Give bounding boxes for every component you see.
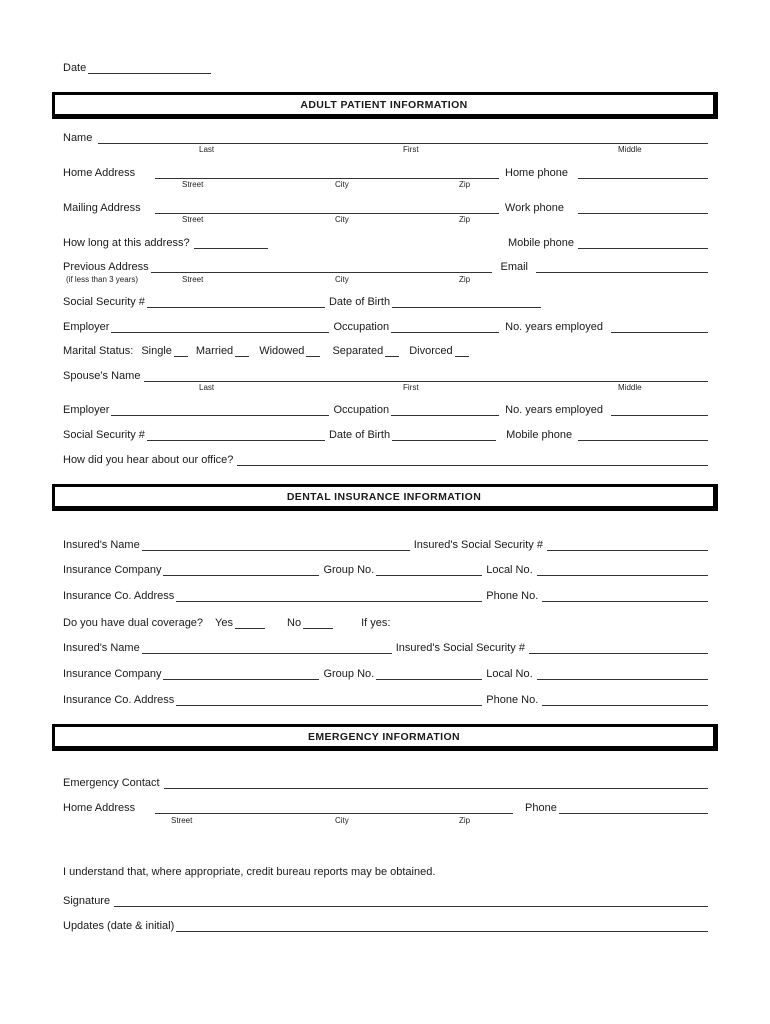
name-field[interactable] <box>98 133 708 144</box>
emergency-zip-caption: Zip <box>459 816 471 825</box>
dual-coverage-label: Do you have dual coverage? <box>63 617 204 629</box>
secondary-insured-ssn-label: Insured's Social Security # <box>395 642 525 654</box>
years-employed-field[interactable] <box>611 322 708 333</box>
dob-field[interactable] <box>392 297 541 308</box>
employer-row <box>63 317 710 333</box>
insurance-address-label: Insurance Co. Address <box>63 590 175 602</box>
email-field[interactable] <box>536 262 708 273</box>
insurance-address-row <box>63 586 710 602</box>
emergency-address-label: Home Address <box>63 802 136 814</box>
spouse-years-employed-label: No. years employed <box>505 404 603 416</box>
name-middle-caption: Middle <box>618 145 642 154</box>
mailing-address-row <box>63 198 710 214</box>
insurance-phone-field[interactable] <box>542 591 708 602</box>
signature-field[interactable] <box>114 896 708 907</box>
date-row <box>63 58 213 74</box>
home-address-field[interactable] <box>155 168 499 179</box>
secondary-insurance-phone-field[interactable] <box>542 695 708 706</box>
local-no-field[interactable] <box>537 565 708 576</box>
spouse-employer-row <box>63 400 710 416</box>
secondary-insured-name-row <box>63 638 710 654</box>
mailing-city-caption: City <box>335 215 349 224</box>
how-long-label: How long at this address? <box>63 237 190 249</box>
spouse-mobile-phone-label: Mobile phone <box>506 429 573 441</box>
emergency-address-row <box>63 798 710 814</box>
dual-yes-label: Yes <box>215 617 233 629</box>
ssn-label: Social Security # <box>63 296 145 308</box>
mailing-address-field[interactable] <box>155 203 499 214</box>
insured-name-field[interactable] <box>142 540 410 551</box>
emergency-section-title: EMERGENCY INFORMATION <box>307 730 461 743</box>
how-hear-row <box>63 450 710 466</box>
how-hear-label: How did you hear about our office? <box>63 454 234 466</box>
secondary-insurance-address-field[interactable] <box>176 695 482 706</box>
how-long-row <box>63 233 710 249</box>
adult-section-title: ADULT PATIENT INFORMATION <box>300 98 468 111</box>
secondary-insured-name-field[interactable] <box>142 643 392 654</box>
emergency-section-banner <box>52 724 718 751</box>
work-phone-field[interactable] <box>578 203 708 214</box>
single-option-label: Single <box>141 345 172 357</box>
spouse-first-caption: First <box>403 383 419 392</box>
group-no-label: Group No. <box>323 564 375 576</box>
separated-option-label: Separated <box>332 345 384 357</box>
name-row <box>63 128 710 144</box>
secondary-group-no-field[interactable] <box>376 669 482 680</box>
emergency-phone-field[interactable] <box>559 803 708 814</box>
home-phone-field[interactable] <box>578 168 708 179</box>
emergency-street-caption: Street <box>171 816 193 825</box>
occupation-field[interactable] <box>391 322 499 333</box>
spouse-name-field[interactable] <box>144 371 708 382</box>
adult-section-banner <box>52 92 718 119</box>
local-no-label: Local No. <box>486 564 533 576</box>
married-option-label: Married <box>195 345 234 357</box>
emergency-contact-field[interactable] <box>164 778 708 789</box>
credit-statement: I understand that, where appropriate, credit bureau reports may be obtained. <box>63 866 436 878</box>
spouse-employer-field[interactable] <box>111 405 329 416</box>
spouse-employer-label: Employer <box>63 404 110 416</box>
email-label: Email <box>500 261 528 273</box>
secondary-insured-name-label: Insured's Name <box>63 642 140 654</box>
insured-name-row <box>63 535 710 551</box>
dental-section-title: DENTAL INSURANCE INFORMATION <box>286 490 482 503</box>
dual-coverage-row <box>63 613 390 629</box>
spouse-name-row <box>63 366 710 382</box>
spouse-occupation-field[interactable] <box>391 405 499 416</box>
previous-if-less-caption: (if less than 3 years) <box>66 275 139 284</box>
updates-field[interactable] <box>176 921 708 932</box>
mobile-phone-field[interactable] <box>578 238 708 249</box>
home-zip-caption: Zip <box>459 180 471 189</box>
years-employed-label: No. years employed <box>505 321 603 333</box>
how-long-field[interactable] <box>194 238 268 249</box>
employer-field[interactable] <box>111 322 329 333</box>
home-phone-label: Home phone <box>505 167 568 179</box>
emergency-contact-label: Emergency Contact <box>63 777 160 789</box>
insurance-company-label: Insurance Company <box>63 564 162 576</box>
occupation-label: Occupation <box>333 321 390 333</box>
spouse-last-caption: Last <box>199 383 215 392</box>
emergency-address-field[interactable] <box>155 803 513 814</box>
secondary-insurance-address-row <box>63 690 710 706</box>
signature-label: Signature <box>63 895 111 907</box>
home-address-row <box>63 163 710 179</box>
mobile-phone-label: Mobile phone <box>507 237 574 249</box>
work-phone-label: Work phone <box>504 202 564 214</box>
home-address-label: Home Address <box>63 167 136 179</box>
name-label: Name <box>63 132 93 144</box>
secondary-local-no-field[interactable] <box>537 669 708 680</box>
single-option-field[interactable] <box>174 346 188 357</box>
spouse-years-employed-field[interactable] <box>611 405 708 416</box>
widowed-option-field[interactable] <box>306 346 320 357</box>
emergency-contact-row <box>63 773 710 789</box>
insured-ssn-field[interactable] <box>547 540 708 551</box>
marital-status-label: Marital Status: <box>63 345 134 357</box>
insurance-company-row <box>63 560 710 576</box>
married-option-field[interactable] <box>235 346 249 357</box>
insurance-company-field[interactable] <box>163 565 319 576</box>
spouse-ssn-field[interactable] <box>147 430 325 441</box>
employer-label: Employer <box>63 321 110 333</box>
dual-yes-field[interactable] <box>235 618 265 629</box>
widowed-option-label: Widowed <box>259 345 305 357</box>
secondary-insurance-address-label: Insurance Co. Address <box>63 694 175 706</box>
emergency-city-caption: City <box>335 816 349 825</box>
spouse-occupation-label: Occupation <box>333 404 390 416</box>
secondary-insurance-phone-label: Phone No. <box>486 694 539 706</box>
how-hear-field[interactable] <box>237 455 708 466</box>
previous-address-label: Previous Address <box>63 261 149 273</box>
mailing-zip-caption: Zip <box>459 215 471 224</box>
divorced-option-label: Divorced <box>409 345 453 357</box>
home-city-caption: City <box>335 180 349 189</box>
secondary-local-no-label: Local No. <box>486 668 533 680</box>
spouse-name-label: Spouse’s Name <box>63 370 141 382</box>
previous-address-row <box>63 257 710 273</box>
group-no-field[interactable] <box>376 565 482 576</box>
ssn-field[interactable] <box>147 297 325 308</box>
spouse-ssn-row <box>63 425 710 441</box>
marital-status-row <box>63 341 471 357</box>
previous-zip-caption: Zip <box>459 275 471 284</box>
mailing-street-caption: Street <box>182 215 204 224</box>
spouse-middle-caption: Middle <box>618 383 642 392</box>
previous-street-caption: Street <box>182 275 204 284</box>
spouse-mobile-phone-field[interactable] <box>578 430 708 441</box>
insurance-address-field[interactable] <box>176 591 482 602</box>
dob-label: Date of Birth <box>328 296 391 308</box>
dental-section-banner <box>52 484 718 511</box>
secondary-group-no-label: Group No. <box>323 668 375 680</box>
emergency-phone-label: Phone <box>525 802 557 814</box>
secondary-insurance-company-label: Insurance Company <box>63 668 162 680</box>
secondary-insured-ssn-field[interactable] <box>529 643 708 654</box>
secondary-insurance-company-row <box>63 664 710 680</box>
name-last-caption: Last <box>199 145 215 154</box>
previous-address-field[interactable] <box>151 262 493 273</box>
spouse-dob-field[interactable] <box>392 430 496 441</box>
if-yes-label: If yes: <box>361 617 391 629</box>
insurance-phone-label: Phone No. <box>486 590 539 602</box>
secondary-insurance-company-field[interactable] <box>163 669 319 680</box>
signature-row <box>63 891 710 907</box>
mailing-address-label: Mailing Address <box>63 202 141 214</box>
ssn-row <box>63 292 543 308</box>
spouse-dob-label: Date of Birth <box>328 429 391 441</box>
name-first-caption: First <box>403 145 419 154</box>
dual-no-field[interactable] <box>303 618 333 629</box>
dual-no-label: No <box>287 617 302 629</box>
divorced-option-field[interactable] <box>455 346 469 357</box>
previous-city-caption: City <box>335 275 349 284</box>
date-label: Date <box>63 62 87 74</box>
date-field[interactable] <box>88 63 211 74</box>
updates-label: Updates (date & initial) <box>63 920 175 932</box>
insured-ssn-label: Insured's Social Security # <box>413 539 543 551</box>
separated-option-field[interactable] <box>385 346 399 357</box>
updates-row <box>63 916 710 932</box>
home-street-caption: Street <box>182 180 204 189</box>
spouse-ssn-label: Social Security # <box>63 429 145 441</box>
insured-name-label: Insured's Name <box>63 539 140 551</box>
